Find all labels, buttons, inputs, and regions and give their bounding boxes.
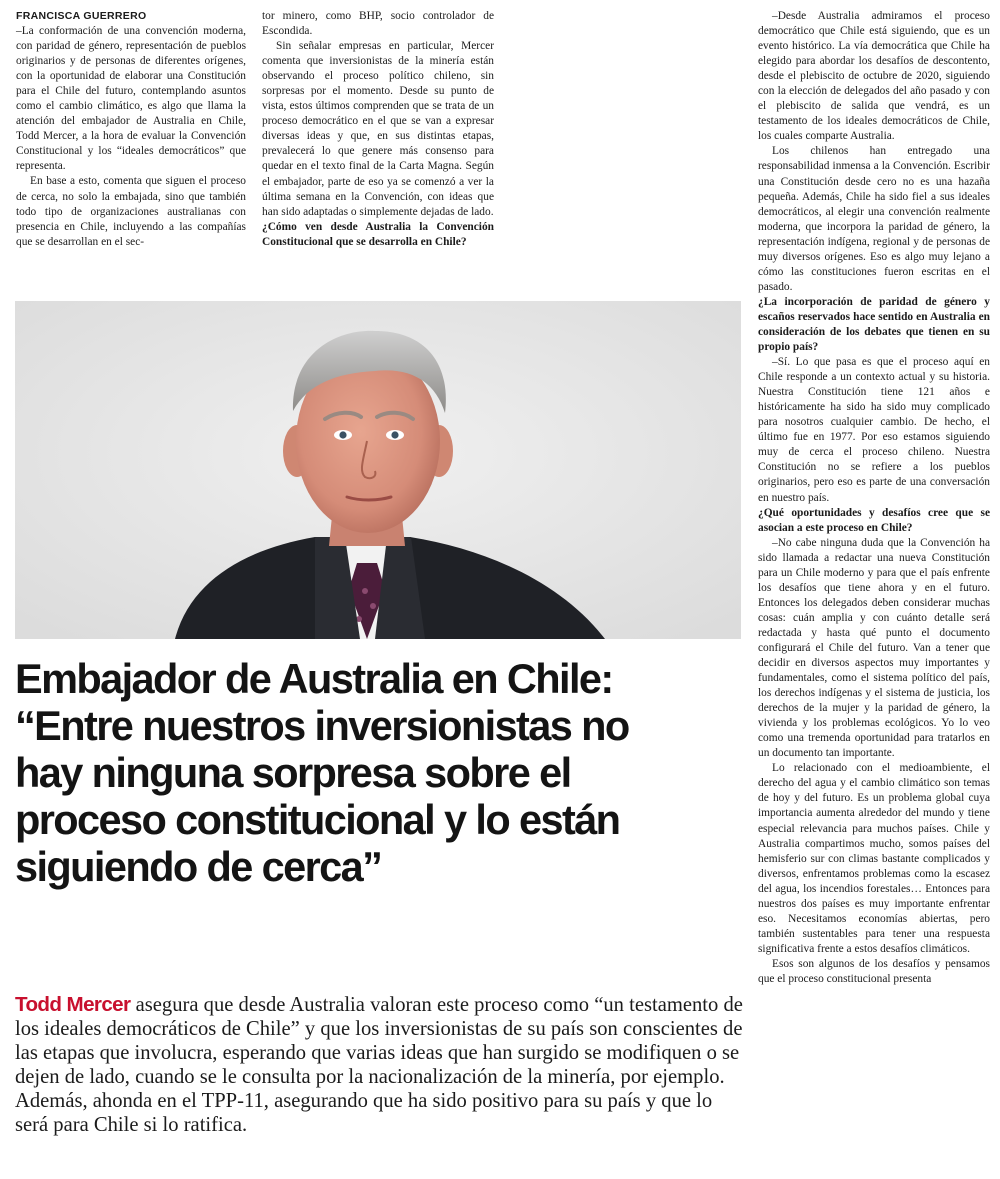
paragraph-intro: –La conformación de una convención moderna, con paridad de género, representación de pueblos originarios y de personas de diferentes orígenes, con la oportunidad de elaborar una Constitución para el Chile del futuro, contemplando asuntos como el cambio climático, es algo que llama la atención del embajador de Australia en Chile, Todd Mercer, a la hora de evaluar la Convención Constitucional y los “ideales democráticos” que representa. xyxy=(16,25,246,173)
portrait-illustration xyxy=(15,301,741,639)
article-column-2 xyxy=(262,9,494,250)
article-column-3 xyxy=(758,9,990,987)
interview-question: ¿Cómo ven desde Australia la Convención Constitucional que se desarrolla en Chile? xyxy=(262,220,494,248)
article-column-1 xyxy=(16,9,246,250)
headline xyxy=(15,655,745,890)
interview-question: ¿Qué oportunidades y desafíos cree que se asocian a este proceso en Chile? xyxy=(758,506,990,534)
lead-text: asegura que desde Australia valoran este proceso como “un testamento de los ideales democráticos de Chile” y que los inversionistas de su país son conscientes de las etapas que involucra, esperando que varias ideas que han surgido se modifiquen o se dejen de lado, cuando se le consulta por la nacionalización de la minería, por ejemplo. Además, ahonda en el TPP-11, asegurando que ha sido positivo para su país y que lo será para Chile si lo ratifica. xyxy=(15,994,743,1136)
paragraph: Los chilenos han entregado una responsabilidad inmensa a la Convención. Escribir una Constitución desde cero no es una hazaña pequeña. Además, Chile ha sido fiel a sus ideales democráticos, al elegir una convención realmente moderna, que incorpora la paridad de género, la representación indígena, regional y de personas de muy diversos orígenes. Eso es algo muy lejano a cómo las constituciones fueron escritas en el pasado. xyxy=(758,145,990,293)
headline-line: “Entre nuestros inversionistas no xyxy=(15,702,629,749)
lead-paragraph xyxy=(15,993,745,1137)
headline-line: siguiendo de cerca” xyxy=(15,843,382,890)
paragraph: En base a esto, comenta que siguen el proceso de cerca, no solo la embajada, sino que también todo tipo de organizaciones australianas con presencia en Chile, incluyendo a las compañías que se desarrollan en el sec- xyxy=(16,175,246,248)
paragraph: –Sí. Lo que pasa es que el proceso aquí en Chile responde a un contexto actual y su historia. Nuestra Constitución tiene 121 años e históricamente ha sido ha sido muy complicado para nosotros cualquier cambio. De hecho, el último fue en 1977. Por eso estamos siguiendo muy de cerca el proceso chileno. Nuestra Constitución no se refiere a los pueblos originarios, pero eso es parte de una conversación en nuestro país. xyxy=(758,356,990,504)
headline-line: proceso constitucional y lo están xyxy=(15,796,620,843)
paragraph: –Desde Australia admiramos el proceso democrático que Chile está siguiendo, que es un evento histórico. La vía democrática que Chile ha elegido para abordar los desafíos de descontento, desde el plebiscito de octubre de 2020, siguiendo con la elección de delegados del año pasado y con el plebiscito de salida que vendrá, es un testamento de los ideales democráticos de Chile, los cuales comparte Australia. xyxy=(758,10,990,143)
paragraph: Sin señalar empresas en particular, Mercer comenta que inversionistas de la minería están observando el proceso político chileno, sin sorpresas por el momento. Desde su punto de vista, estos últimos comprenden que se trata de un proceso democrático en el que se van a expresar diversas ideas y que, en sus distintas etapas, prevalecerá lo que genere más consenso para quedar en el texto final de la Carta Magna. Según el embajador, parte de eso ya se comenzó a ver la última semana en la Convención, con ideas que han sido adaptadas o simplemente dejadas de lado. xyxy=(262,40,494,218)
interview-question: ¿La incorporación de paridad de género y escaños reservados hace sentido en Australia en consideración de los debates que tienen en su propio país? xyxy=(758,295,990,354)
portrait-photo xyxy=(15,301,741,639)
paragraph: –No cabe ninguna duda que la Convención ha sido llamada a redactar una nueva Constitución para un Chile moderno y para que el país enfrente los desafíos que tiene ahora y en el futuro. Entonces los delegados deben considerar muchas cosas: cuán amplia y con cuánto detalle será redactada y hasta qué punto el documento configurará el Chile del futuro. Van a tener que decidir en diversos aspectos muy importantes y fundamentales, como el sistema político del país, los derechos indígenas y el sistema de justicia, los derechos de la mujer y la paridad de género, la vivienda y los problemas ecológicos. Yo lo veo como una tremenda oportunidad para tratarlos en un documento tan importante. xyxy=(758,536,990,760)
byline: FRANCISCA GUERRERO xyxy=(16,10,147,22)
paragraph: Esos son algunos de los desafíos y pensamos que el proceso constitucional presenta xyxy=(758,957,990,985)
paragraph: tor minero, como BHP, socio controlador de Escondida. xyxy=(262,10,494,38)
headline-line: hay ninguna sorpresa sobre el xyxy=(15,749,571,796)
lead-name: Todd Mercer xyxy=(15,993,131,1016)
paragraph: Lo relacionado con el medioambiente, el derecho del agua y el cambio climático son temas de hoy y del futuro. Es un problema global cuya importancia aumenta alrededor del mundo y tiene especial relevancia para muchos países. Chile y Australia compartimos mucho, somos países del hemisferio sur con climas bastante complicados y diversos, enfrentamos problemas como la escasez del agua, los incendios forestales… Entonces para nuestros dos países es muy importante enfrentar eso. Necesitamos economías abiertas, pero también sustentables para tener una respuesta significativa frente a estos desafíos climáticos. xyxy=(758,762,990,955)
headline-line: Embajador de Australia en Chile: xyxy=(15,655,613,702)
